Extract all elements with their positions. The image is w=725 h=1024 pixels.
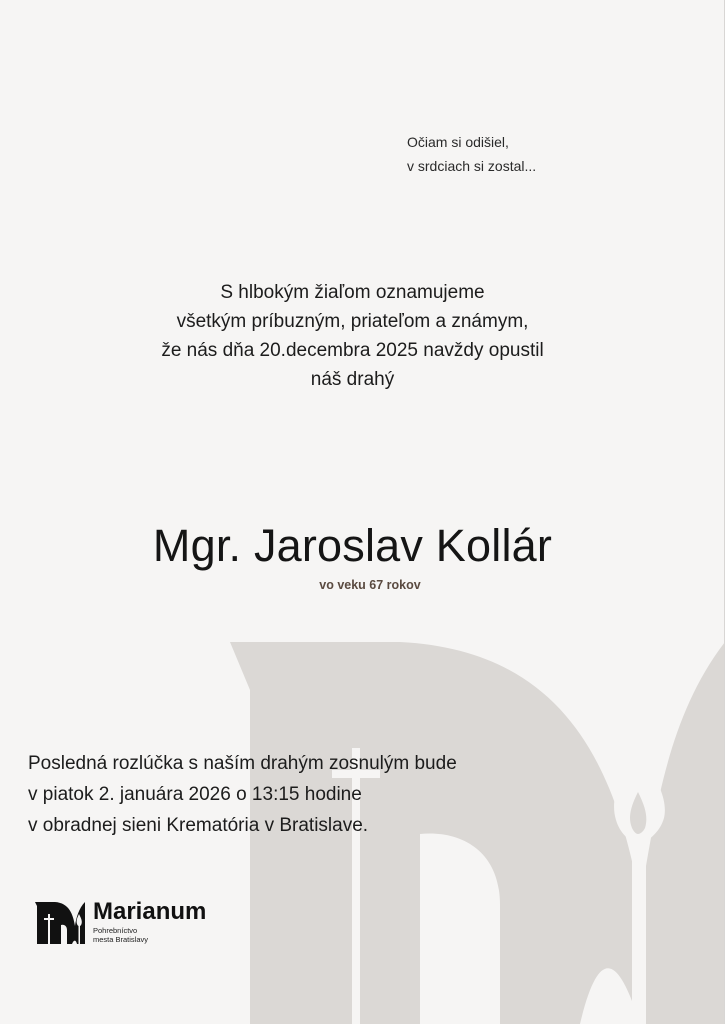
- announcement-line: všetkým príbuzným, priateľom a známym,: [176, 311, 529, 332]
- announcement: [0, 278, 705, 394]
- announcement-line: že nás dňa 20.decembra 2025 navždy opustil: [161, 340, 544, 361]
- logo-subtitle-line: Pohrebníctvo: [93, 926, 138, 935]
- farewell-line: v piatok 2. januára 2026 o 13:15 hodine: [28, 784, 362, 805]
- logo-subtitle-line: mesta Bratislavy: [93, 935, 149, 944]
- announcement-line: S hlbokým žiaľom oznamujeme: [220, 282, 485, 303]
- farewell-line: v obradnej sieni Krematória v Bratislave.: [28, 815, 369, 836]
- deceased-age: vo veku 67 rokov: [319, 578, 421, 592]
- deceased-name: Mgr. Jaroslav Kollár: [152, 520, 553, 571]
- farewell-info: [28, 748, 457, 841]
- farewell-line: Posledná rozlúčka s naším drahým zosnulým bude: [28, 753, 457, 774]
- motto: [407, 130, 536, 178]
- logo-name: Marianum: [93, 898, 207, 925]
- motto-line: Očiam si odišiel,: [407, 134, 509, 150]
- logo-subtitle: [93, 926, 148, 944]
- marianum-logo: [33, 898, 233, 946]
- motto-line: v srdciach si zostal...: [407, 158, 537, 174]
- marianum-logo-icon: [33, 900, 85, 944]
- announcement-line: náš drahý: [310, 369, 395, 390]
